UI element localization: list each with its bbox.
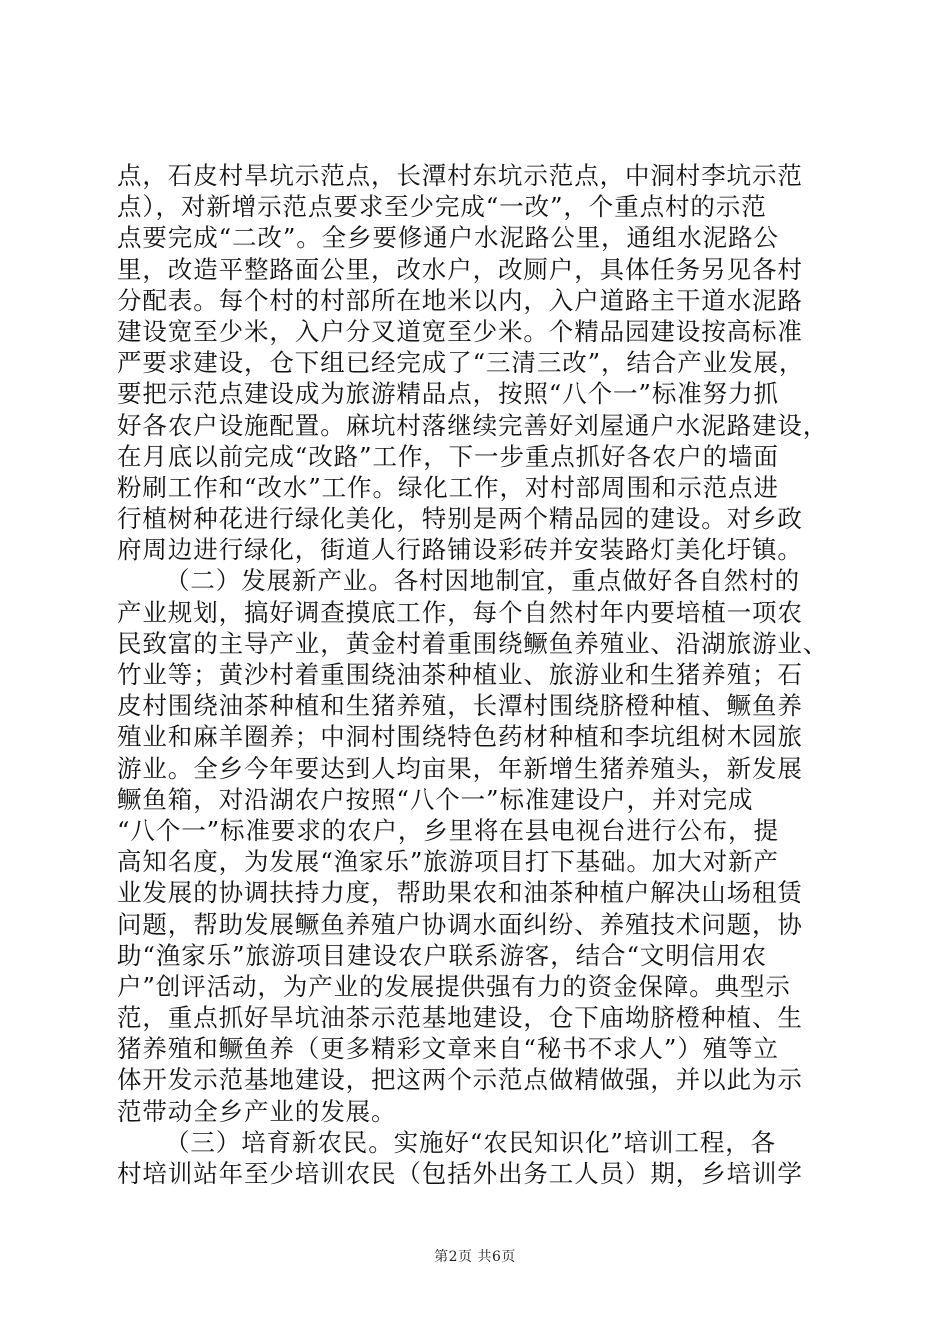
text-line: 好各农户设施配置。麻坑村落继续完善好刘屋通户水泥路建设，: [117, 410, 829, 440]
text-line: 在月底以前完成“改路”工作，下一步重点抓好各农户的墙面: [117, 441, 779, 471]
text-line: 严要求建设，仓下组已经完成了“三清三改”，结合产业发展，: [117, 348, 805, 378]
text-line: 点，石皮村旱坑示范点，长潭村东坑示范点，中洞村李坑示范: [117, 161, 803, 190]
text-line: 分配表。每个村的村部所在地米以内，入户道路主干道水泥路: [117, 285, 803, 315]
text-line: （二）发展新产业。各村因地制宜，重点做好各自然村的: [165, 566, 800, 596]
text-line: 产业规划，搞好调查摸底工作，每个自然村年内要培植一项农: [117, 597, 803, 627]
text-line: 竹业等；黄沙村着重围绕油茶种植业、旅游业和生猪养殖；石: [117, 660, 803, 689]
text-line: 里，改造平整路面公里，改水户，改厕户，具体任务另见各村: [117, 254, 803, 284]
page-number-label: 第2页 共6页: [434, 1249, 516, 1265]
text-line: 要把示范点建设成为旅游精品点，按照“八个一”标准努力抓: [117, 379, 779, 409]
text-line: 点），对新增示范点要求至少完成“一改”，个重点村的示范: [117, 192, 767, 222]
text-line: 问题，帮助发展鳜鱼养殖户协调水面纠纷、养殖技术问题，协: [117, 909, 803, 939]
text-line: 高知名度，为发展“渔家乐”旅游项目打下基础。加大对新产: [117, 847, 779, 877]
text-line: 建设宽至少米，入户分叉道宽至少米。个精品园建设按高标准: [117, 316, 803, 346]
text-line: 民致富的主导产业，黄金村着重围绕鳜鱼养殖业、沿湖旅游业、: [117, 628, 829, 658]
paragraph-start-line: [117, 565, 833, 596]
paragraph-start-line: [117, 1127, 833, 1158]
text-line: 户”创评活动，为产业的发展提供强有力的资金保障。典型示: [117, 971, 791, 1001]
text-line: 皮村围绕油茶种植和生猪养殖，长潭村围绕脐橙种植、鳜鱼养: [117, 691, 803, 721]
text-line: 府周边进行绿化，街道人行路铺设彩砖并安装路灯美化圩镇。: [117, 535, 803, 565]
document-body: [117, 160, 833, 1189]
text-line: 鳜鱼箱，对沿湖农户按照“八个一”标准建设户，并对完成: [117, 784, 754, 814]
text-line: 范，重点抓好旱坑油茶示范基地建设，仓下庙坳脐橙种植、生: [117, 1003, 803, 1033]
text-line: 猪养殖和鳜鱼养（更多精彩文章来自“秘书不求人”）殖等立: [117, 1034, 779, 1064]
text-line: 助“渔家乐”旅游项目建设农户联系游客，结合“文明信用农: [117, 940, 767, 970]
page-footer: [0, 1246, 950, 1266]
text-line: 村培训站年至少培训农民（包括外出务工人员）期，乡培训学: [117, 1159, 803, 1188]
text-line: 殖业和麻羊圈养；中洞村围绕特色药材种植和李坑组树木园旅: [117, 722, 803, 752]
text-line: （三）培育新农民。实施好“农民知识化”培训工程，各: [165, 1127, 777, 1157]
text-line: 范带动全乡产业的发展。: [117, 1096, 397, 1126]
text-line: “八个一”标准要求的农户，乡里将在县电视台进行公布，提: [117, 815, 779, 845]
text-line: 游业。全乡今年要达到人均亩果，年新增生猪养殖头，新发展: [117, 753, 803, 783]
text-line: 业发展的协调扶持力度，帮助果农和油茶种植户解决山场租赁: [117, 878, 803, 908]
text-line: 行植树种花进行绿化美化，特别是两个精品园的建设。对乡政: [117, 504, 803, 534]
text-line: 体开发示范基地建设，把这两个示范点做精做强，并以此为示: [117, 1065, 803, 1095]
text-line: 点要完成“二改”。全乡要修通户水泥路公里，通组水泥路公: [117, 223, 779, 253]
text-line: 粉刷工作和“改水”工作。绿化工作，对村部周围和示范点进: [117, 472, 779, 502]
